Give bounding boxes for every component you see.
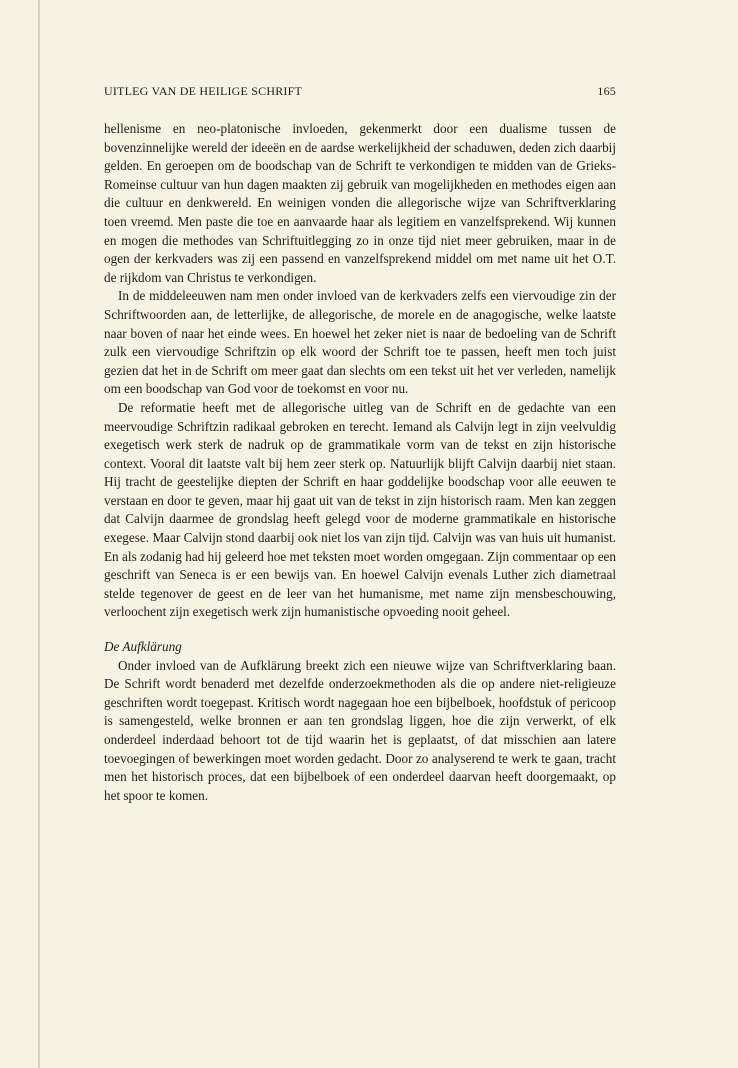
paragraph-continuation: hellenisme en neo-platonische invloeden, gekenmerkt door een dualisme tussen de bovenzinnelijke wereld der ideeën en de aardse werkelijkheid der schaduwen, deden zich daarbij gelden. En geroepen om de boodschap van de Schrift te verkondigen te midden van de Grieks-Romeinse cultuur van hun dagen maakten zij gebruik van mogelijkheden en methodes eigen aan die cultuur en denkwereld. En weinigen vonden die allegorische wijze van Schriftverklaring toen vreemd. Men paste die toe en aanvaarde haar als legitiem en vanzelfsprekend. Wij kunnen en mogen die methodes van Schriftuitlegging zo in onze tijd niet meer gebruiken, maar in de ogen der kerkvaders was zij een passend en vanzelfsprekend middel om met name uit het O.T. de rijkdom van Christus te verkondigen. xyxy=(104,121,616,285)
paragraph-middeleeuwen: In de middeleeuwen nam men onder invloed van de kerkvaders zelfs een viervoudige zin der Schriftwoorden aan, de letterlijke, de allegorische, de morele en de anagogische, welke laatste naar boven of naar het einde wees. En hoewel het zeker niet is naar de bedoeling van de Schrift zulk een viervoudige Schriftzin op elk woord der Schrift toe te passen, heeft men toch juist gezien dat het in de Schrift om meer gaat dan slechts om een tekst uit het ver verleden, namelijk om een boodschap van God voor de toekomst en voor nu. xyxy=(104,288,616,397)
page-binding-edge xyxy=(38,0,40,1068)
paragraph-aufklarung: Onder invloed van de Aufklärung breekt zich een nieuwe wijze van Schriftverklaring baan. De Schrift wordt benaderd met dezelfde onderzoekmethoden als die op andere niet-religieuze geschriften wordt toegepast. Kritisch wordt nagegaan hoe een bijbelboek, hoofdstuk of pericoop is samengesteld, welke bronnen er aan ten grondslag liggen, hoe die zijn verwerkt, of elk onderdeel inderdaad behoort tot de tijd waarin het is geplaatst, of dat misschien aan latere toevoegingen of bewerkingen moet worden gedacht. Door zo analyserend te werk te gaan, tracht men het historisch proces, dat een bijbelboek of een onderdeel daarvan heeft doorgemaakt, op het spoor te komen. xyxy=(104,657,616,803)
body-text xyxy=(104,120,616,805)
page-number: 165 xyxy=(597,84,616,98)
paragraph-reformatie: De reformatie heeft met de allegorische uitleg van de Schrift en de gedachte van een meervoudige Schriftzin radikaal gebroken en terecht. Iemand als Calvijn legt in zijn veelvuldig exegetisch werk sterk de nadruk op de grammatikale vorm van de tekst en zijn historische context. Vooral dit laatste valt bij hem zeer sterk op. Natuurlijk blijft Calvijn daarbij niet staan. Hij tracht de geestelijke diepten der Schrift en haar goddelijke boodschap voor alle eeuwen te verstaan en door te geven, maar hij gaat uit van de tekst in zijn historisch raam. Men kan zeggen dat Calvijn daarmee de grondslag heeft gelegd voor de moderne grammatikale en historische exegese. Maar Calvijn stond daarbij ook niet los van zijn tijd. Calvijn was van huis uit humanist. En als zodanig had hij geleerd hoe met teksten moet worden omgegaan. Zijn commentaar op een geschrift van Seneca is er een bewijs van. En hoewel Calvijn evenals Luther zich diametraal stelde tegenover de geest en de leer van het humanisme, met name zijn mensbeschouwing, verloochent zijn exegetisch werk zijn humanistische opvoeding nooit geheel. xyxy=(104,399,616,620)
section-heading: De Aufklärung xyxy=(104,639,182,655)
running-head xyxy=(104,84,616,99)
running-head-title: UITLEG VAN DE HEILIGE SCHRIFT xyxy=(104,84,303,98)
